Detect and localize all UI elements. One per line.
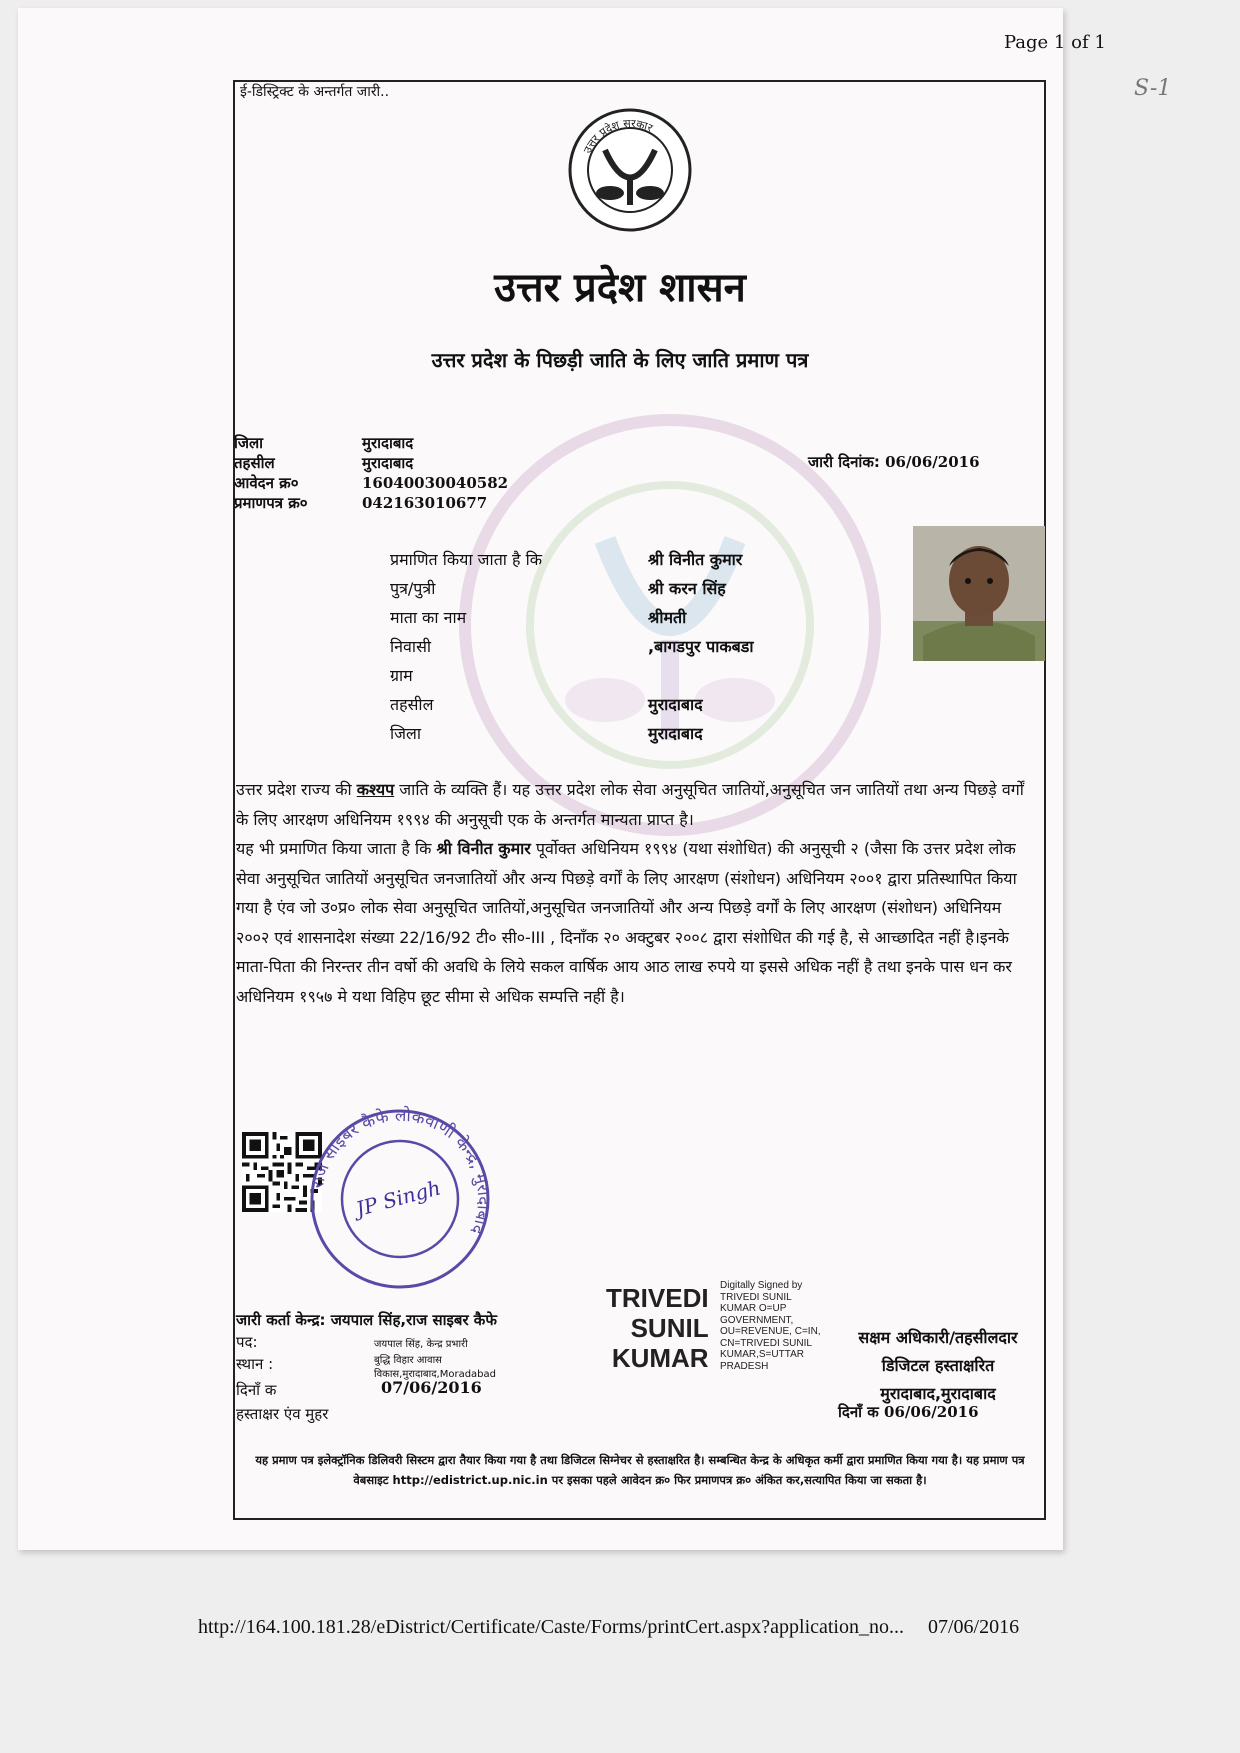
dsig-detail-3: KUMAR O=UP [720,1303,787,1314]
authority-date-value: 06/06/2016 [884,1403,979,1421]
tehsil-value: मुरादाबाद [362,454,414,472]
issuer-place [236,1354,496,1380]
application-number: 16040030040582 [362,474,509,492]
body-p1-start: उत्तर प्रदेश राज्य की [236,780,357,799]
body-p2-start: यह भी प्रमाणित किया जाता है कि [236,839,437,858]
application-label: आवेदन क्र० [234,474,299,492]
government-title: उत्तर प्रदेश शासन [494,265,746,311]
meta-certificate [234,493,508,513]
applicant-name: श्री विनीत कुमार [648,550,743,569]
issuer-date-label: दिनाँ क [236,1381,277,1399]
dsig-detail-8: PRADESH [720,1360,769,1372]
dsig-name-line-3: KUMAR [611,1343,709,1373]
svg-text:राज साइबर कैफे लोकवाणी केन्द्र: राज साइबर कैफे लोकवाणी केन्द्र, मुरादाबाद [307,1105,494,1238]
svg-text:उत्तर प्रदेश सरकार: उत्तर प्रदेश सरकार [580,116,655,156]
certified-label: प्रमाणित किया जाता है कि [390,550,543,569]
issuer-center [236,1310,497,1330]
meta-tehsil [234,453,508,473]
mother-name: श्रीमती [648,608,687,627]
issuer-date [236,1378,482,1400]
issuer-post-label: पद: [236,1333,258,1351]
mother-label: माता का नाम [390,608,467,627]
dsig-detail-5: OU=REVENUE, C=IN, [720,1326,821,1337]
father-name: श्री करन सिंह [648,579,726,598]
village-label: ग्राम [390,666,413,685]
stamp-signature: JP Singh [353,1175,444,1222]
handwritten-mark: S-1 [1134,76,1172,101]
print-footer [198,1616,1019,1639]
dsig-detail-6: CN=TRIVEDI SUNIL [720,1337,812,1349]
tehsil-label-2: तहसील [390,695,434,714]
body-paragraph-2 [236,834,1036,1011]
dsig-detail-7: KUMAR,S=UTTAR [720,1349,804,1360]
applicant-photo [913,526,1045,661]
issuer-signature-label: हस्ताक्षर एंव मुहर [236,1405,329,1423]
body-p2-end: पूर्वोक्त अधिनियम १९९४ (यथा संशोधित) की अनुसूची २ (जैसा कि उत्तर प्रदेश लोक सेवा अनुसूचित जातियों अनुसूचित जनजातियों और अन्य पिछड़े वर्गों के लिए आरक्षण (संशोधन) अधिनियम २००१ द्वारा प्रतिस्थापित किया गया है एंव जो उ०प्र० लोक सेवा अनुसूचित जातियों,अनुसूचित जनजातियों और अन्य पिछड़े वर्गों के लिए आरक्षण (संशोधन) अधिनियम २००२ एवं शासनादेश संख्या 22/16/92 टी० सी०-III , दिनाँक २० अक्टुबर २००८ द्वारा संशोधित की गई है, से आच्छादित नहीं है।इनके माता-पिता की निरन्तर तीन वर्षो की अवधि के लिये सकल वार्षिक आय आठ लाख रुपये या इससे अधिक नहीं है तथा इनके पास धन कर अधिनियम १९५७ मे यथा विहिप छूट सीमा से अधिक सम्पत्ति नहीं है। [236,839,1017,1006]
page-number: Page 1 of 1 [1004,32,1106,53]
resident-label: निवासी [390,637,432,656]
meta-application [234,473,508,493]
body-applicant-name: श्री विनीत कुमार [436,839,531,858]
authority-subtitle: डिजिटल हस्ताक्षरित [881,1356,995,1375]
meta-district [234,433,508,453]
issuer-place-value-2: विकास,मुरादाबाद,Moradabad [374,1369,496,1380]
issue-date-value: 06/06/2016 [885,453,980,471]
issue-date [808,452,980,472]
issuer-date-value: 07/06/2016 [381,1378,482,1397]
print-date: 07/06/2016 [928,1616,1020,1638]
dsig-detail-2: TRIVEDI SUNIL [720,1291,792,1303]
certificate-body [236,775,1036,1011]
digital-signature-details [720,1280,821,1372]
competent-authority [830,1326,1046,1410]
certificate-number-label: प्रमाणपत्र क्र० [234,494,308,512]
dsig-name-line-2: SUNIL [630,1313,709,1343]
district-value: मुरादाबाद [362,434,414,452]
dsig-name-line-1: TRIVEDI [606,1283,709,1313]
certificate-meta [234,433,508,513]
district-label-2: जिला [390,724,422,743]
body-p1-end: जाति के व्यक्ति हैं। यह उत्तर प्रदेश लोक सेवा अनुसूचित जातियों,अनुसूचित जन जातियों तथा अन्य पिछड़े वर्गों के लिए आरक्षण अधिनियम १९९४ की अनुसूची एक के अन्तर्गत मान्यता प्राप्त है। [236,780,1024,829]
child-of-label: पुत्र/पुत्री [390,579,436,598]
print-url: http://164.100.181.28/eDistrict/Certificate/Caste/Forms/printCert.aspx?application_no... [198,1616,904,1638]
issuer-post [236,1332,468,1352]
issuer-place-label: स्थान : [236,1355,274,1373]
digital-signature-name [606,1283,709,1373]
certificate-title: उत्तर प्रदेश के पिछड़ी जाति के लिए जाति प्रमाण पत्र [431,348,809,372]
dsig-detail-1: Digitally Signed by [720,1280,803,1291]
issued-under-text: ई-डिस्ट्रिक्ट के अन्तर्गत जारी.. [240,84,390,100]
tehsil-label: तहसील [234,454,275,472]
caste-name: कश्यप [356,780,395,799]
district-value-2: मुरादाबाद [648,724,703,743]
tehsil-value-2: मुरादाबाद [648,695,703,714]
resident-value: ,बागडपुर पाकबडा [648,637,754,656]
district-label: जिला [234,434,264,452]
certificate-number: 042163010677 [362,494,488,512]
issuer-center-value: जयपाल सिंह,राज साइबर कैफे [330,1311,497,1329]
cyber-cafe-stamp [306,1105,494,1293]
authority-date [838,1402,979,1422]
issuer-center-label: जारी कर्ता केन्द्र: [236,1311,326,1329]
authority-title: सक्षम अधिकारी/तहसीलदार [858,1328,1018,1347]
dsig-detail-4: GOVERNMENT, [720,1314,794,1326]
body-paragraph-1 [236,775,1036,834]
footer-note: यह प्रमाण पत्र इलेक्ट्रॉनिक डिलिवरी सिस्टम द्वारा तैयार किया गया है तथा डिजिटल सिग्नेचर से हस्ताक्षरित है। सम्बन्धित केन्द्र के अधिकृत कर्मी द्वारा प्रमाणित किया गया है। यह प्रमाण पत्र वेबसाइट http://edistrict.up.nic.in पर इसका पहले आवेदन क्र० फिर प्रमाणपत्र क्र० अंकित कर,सत्यापित किया जा सकता है। [255,1453,1025,1487]
authority-place: मुरादाबाद,मुरादाबाद [880,1384,996,1403]
up-govt-emblem-icon [565,105,695,235]
issue-date-label: जारी दिनांक: [808,453,880,471]
issuer-post-value: जयपाल सिंह, केन्द्र प्रभारी [374,1339,468,1350]
authority-date-label: दिनाँ क [838,1403,879,1421]
issuer-place-value-1: बुद्धि विहार आवास [374,1355,442,1366]
